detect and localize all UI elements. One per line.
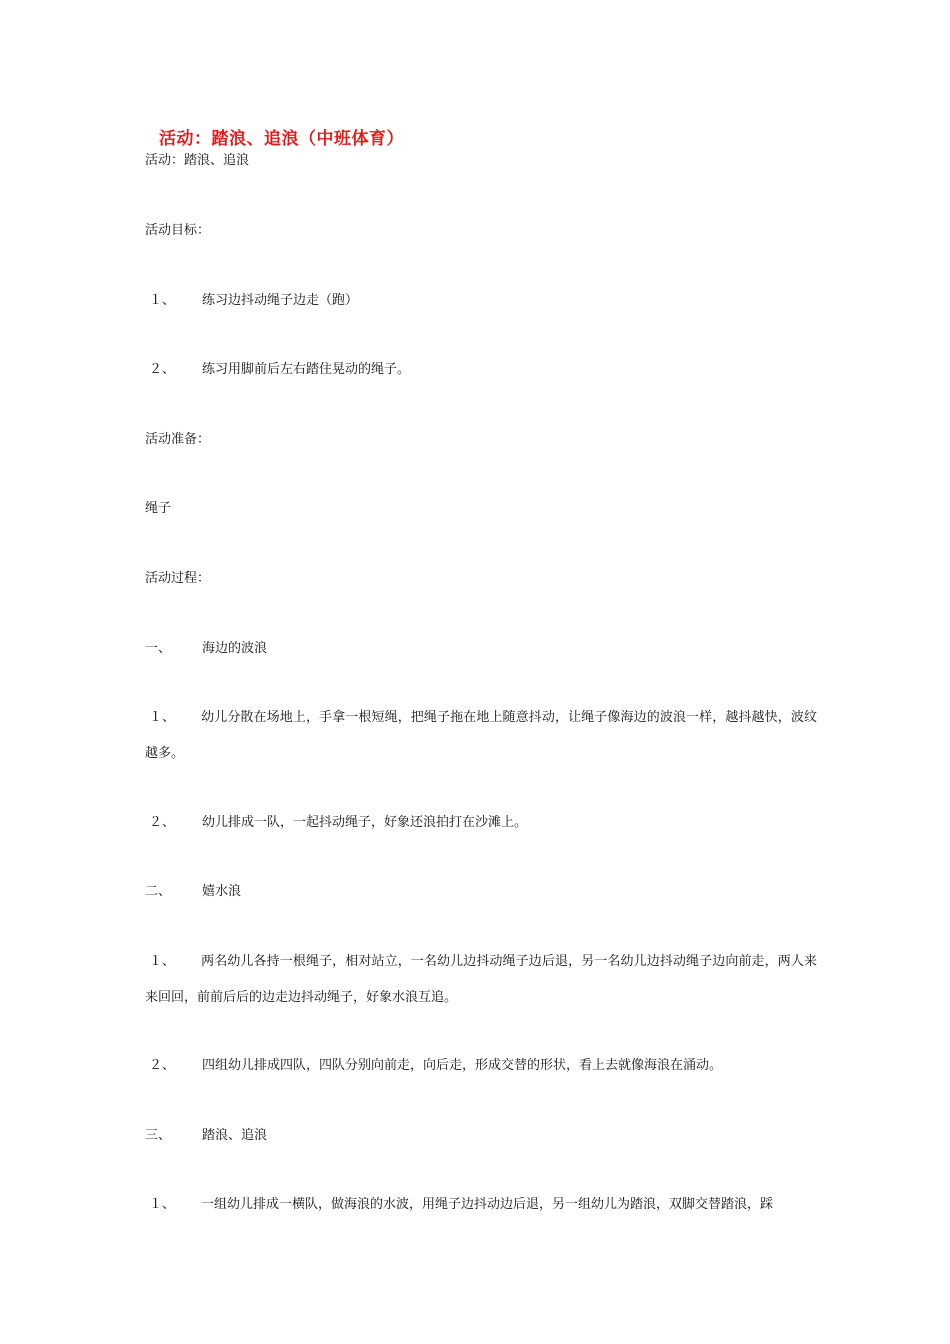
step-text: 四组幼儿排成四队，四队分别向前走，向后走，形成交替的形状，看上去就像海浪在涌动。 <box>202 1058 723 1073</box>
goal-text: 练习用脚前后左右踏住晃动的绳子。 <box>202 362 411 377</box>
step-number: １、 <box>149 1197 176 1212</box>
prep-item: 绳子 <box>145 501 172 516</box>
section-title: 踏浪、追浪 <box>202 1128 268 1143</box>
process-heading: 活动过程： <box>145 571 211 586</box>
section-number: 一、 <box>145 641 172 656</box>
document-title: 活动：踏浪、追浪（中班体育） <box>159 129 404 149</box>
activity-line: 活动：踏浪、追浪 <box>145 153 250 168</box>
step-paragraph <box>145 944 817 1016</box>
step-number: ２、 <box>149 1058 176 1073</box>
step-text: 一组幼儿排成一横队，做海浪的水波，用绳子边抖动边后退，另一组幼儿为踏浪，双脚交替踏浪，踩 <box>201 1197 774 1212</box>
section-number: 二、 <box>145 884 172 899</box>
section-number: 三、 <box>145 1128 172 1143</box>
section-title: 海边的波浪 <box>202 641 268 656</box>
step-paragraph <box>145 1187 817 1223</box>
step-text: 幼儿排成一队，一起抖动绳子，好象还浪拍打在沙滩上。 <box>202 815 528 830</box>
goals-heading: 活动目标： <box>145 223 211 238</box>
goal-text: 练习边抖动绳子边走（跑） <box>202 293 359 308</box>
step-number: １、 <box>149 954 176 969</box>
step-number: １、 <box>149 710 176 725</box>
step-paragraph <box>145 700 817 772</box>
prep-heading: 活动准备： <box>145 432 211 447</box>
section-title: 嬉水浪 <box>202 884 242 899</box>
step-text: 幼儿分散在场地上，手拿一根短绳，把绳子拖在地上随意抖动，让绳子像海边的波浪一样，越抖越快，波纹越多。 <box>145 710 817 761</box>
goal-number: １、 <box>149 293 176 308</box>
goal-number: ２、 <box>149 362 176 377</box>
step-number: ２、 <box>149 815 176 830</box>
step-text: 两名幼儿各持一根绳子，相对站立，一名幼儿边抖动绳子边后退，另一名幼儿边抖动绳子边向前走，两人来来回回，前前后后的边走边抖动绳子，好象水浪互追。 <box>145 954 817 1005</box>
